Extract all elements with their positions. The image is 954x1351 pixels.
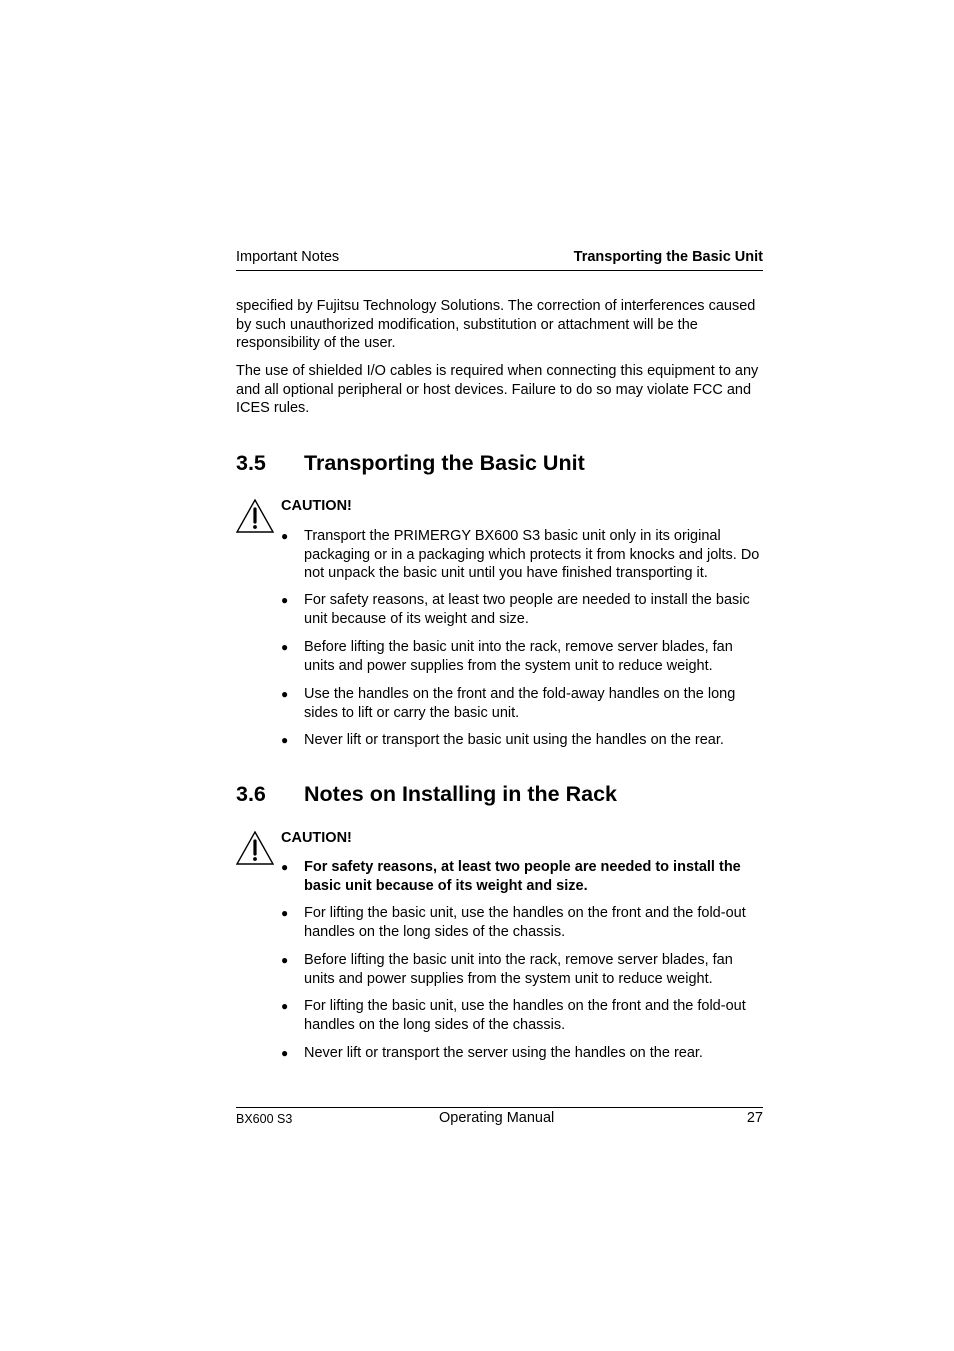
list-item-text: Never lift or transport the basic unit using the handles on the rear. [304,732,724,748]
bullet-icon: ● [281,640,289,654]
bullet-icon: ● [281,733,289,747]
list-item-text: For lifting the basic unit, use the handles on the front and the fold-out handles on the long sides of the chassis. [304,998,746,1033]
footer-product: BX600 S3 [236,1112,293,1126]
list-item-text: Before lifting the basic unit into the rack, remove server blades, fan units and power supplies from the system unit to reduce weight. [304,639,733,674]
bullet-icon: ● [281,953,289,967]
caution-triangle-icon [236,831,274,865]
list-item-text: Before lifting the basic unit into the rack, remove server blades, fan units and power supplies from the system unit to reduce weight. [304,952,733,987]
section-title: Notes on Installing in the Rack [304,782,617,806]
bullet-icon: ● [281,906,289,920]
page-number: 27 [746,1110,763,1126]
page-footer [236,1107,763,1130]
bullet-icon: ● [281,593,289,607]
list-item-text: Never lift or transport the server using the handles on the rear. [304,1045,703,1061]
header-chapter: Important Notes [236,249,340,265]
intro-paragraph-1: specified by Fujitsu Technology Solutions. The correction of interferences caused by such unauthorized modification, substitution or attachment will be the responsibility of the user. [236,298,756,351]
bullet-icon: ● [281,860,289,874]
bullet-icon: ● [281,529,289,543]
caution-label: CAUTION! [281,830,352,846]
section-number: 3.5 [236,451,266,475]
list-item-text: Use the handles on the front and the fold-away handles on the long sides to lift or carry the basic unit. [304,686,736,721]
caution-label: CAUTION! [281,498,352,514]
header-section: Transporting the Basic Unit [573,249,763,265]
footer-manual-title: Operating Manual [439,1110,555,1126]
intro-paragraph-2: The use of shielded I/O cables is required when connecting this equipment to any and all optional peripheral or host devices. Failure to do so may violate FCC and ICES rules. [236,363,759,416]
list-item-text: For safety reasons, at least two people are needed to install the basic unit because of its weight and size. [304,859,741,894]
section-title: Transporting the Basic Unit [304,451,585,475]
bullet-icon: ● [281,687,289,701]
bullet-icon: ● [281,999,289,1013]
bullet-icon: ● [281,1046,289,1060]
section-number: 3.6 [236,782,266,806]
page-header [236,248,763,271]
caution-triangle-icon [236,499,274,533]
list-item-text: Transport the PRIMERGY BX600 S3 basic unit only in its original packaging or in a packaging which protects it from knocks and jolts. Do not unpack the basic unit until you have finished transporting it. [304,528,760,581]
list-item-text: For lifting the basic unit, use the handles on the front and the fold-out handles on the long sides of the chassis. [304,905,746,940]
list-item-text: For safety reasons, at least two people are needed to install the basic unit because of its weight and size. [304,592,750,627]
